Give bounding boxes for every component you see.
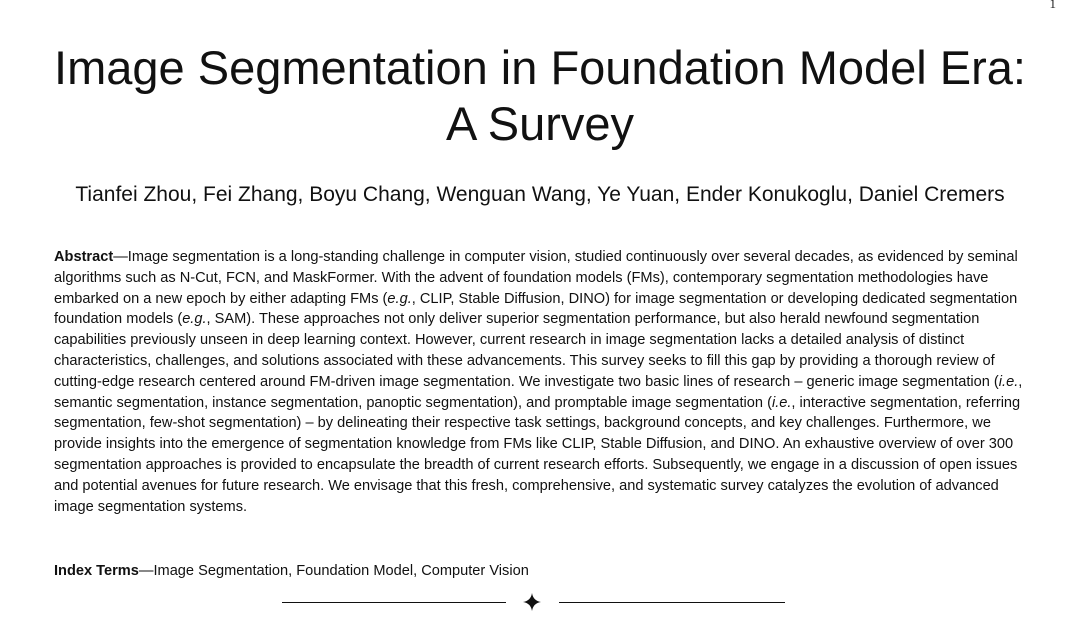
index-terms-label: Index Terms xyxy=(54,563,139,579)
index-terms-text: Image Segmentation, Foundation Model, Computer Vision xyxy=(153,563,529,579)
abstract-text-5: , interactive segmentation, referring segmentation, few-shot segmentation) – by delineating their respective task settings, background concepts, and key challenges. Furthermore, we provide insights into the emergence of segmentation knowledge from FMs like CLIP, Stable Diffusion, and DINO. An exhaustive overview of over 300 segmentation approaches is provided to encapsulate the breadth of current research efforts. Subsequently, we engage in a discussion of open issues and potential avenues for future research. We envisage that this fresh, comprehensive, and systematic survey catalyzes the evolution of advanced image segmentation systems. xyxy=(54,394,1021,515)
divider-line-right xyxy=(559,602,785,603)
paper-title-line-1: Image Segmentation in Foundation Model Era: xyxy=(54,41,1026,94)
abstract-label: Abstract xyxy=(54,249,114,265)
divider-line-left xyxy=(282,602,506,603)
index-terms-dash: — xyxy=(138,563,154,579)
abstract-ie-2: i.e. xyxy=(771,394,792,411)
paper-title xyxy=(0,40,1080,152)
page-number: 1 xyxy=(1049,0,1056,11)
author-list: Tianfei Zhou, Fei Zhang, Boyu Chang, Wenguan Wang, Ye Yuan, Ender Konukoglu, Daniel Cremers xyxy=(75,183,1005,206)
four-pointed-star-icon xyxy=(522,592,542,612)
abstract xyxy=(54,247,1026,517)
abstract-eg-1: e.g. xyxy=(387,290,412,307)
abstract-eg-2: e.g. xyxy=(182,311,207,328)
index-terms xyxy=(54,561,1026,581)
abstract-text-1: Image segmentation is a long-standing challenge in computer vision, studied continuously over several decades, as evidenced by seminal algorithms such as N-Cut, FCN, and MaskFormer. With the advent of foundation models (FMs), contemporary segmentation methodologies have embarked on a new epoch by either adapting FMs ( xyxy=(54,249,1018,307)
abstract-text-3: , SAM). These approaches not only deliver superior segmentation performance, but also herald newfound segmentation capabilities previously unseen in deep learning context. However, current research in image segmentation lacks a detailed analysis of distinct characteristics, challenges, and solutions associated with these advancements. This survey seeks to fill this gap by providing a thorough review of cutting-edge research centered around FM-driven image segmentation. We investigate two basic lines of research – generic image segmentation ( xyxy=(54,311,999,390)
abstract-text-2: , CLIP, Stable Diffusion, DINO) for image segmentation or developing dedicated segmentation foundation models ( xyxy=(54,290,1018,328)
abstract-ie-1: i.e. xyxy=(998,373,1019,390)
abstract-text-4: , semantic segmentation, instance segmentation, panoptic segmentation), and promptable image segmentation ( xyxy=(54,373,1023,411)
paper-title-line-2: A Survey xyxy=(445,97,635,150)
abstract-dash: — xyxy=(113,249,128,265)
